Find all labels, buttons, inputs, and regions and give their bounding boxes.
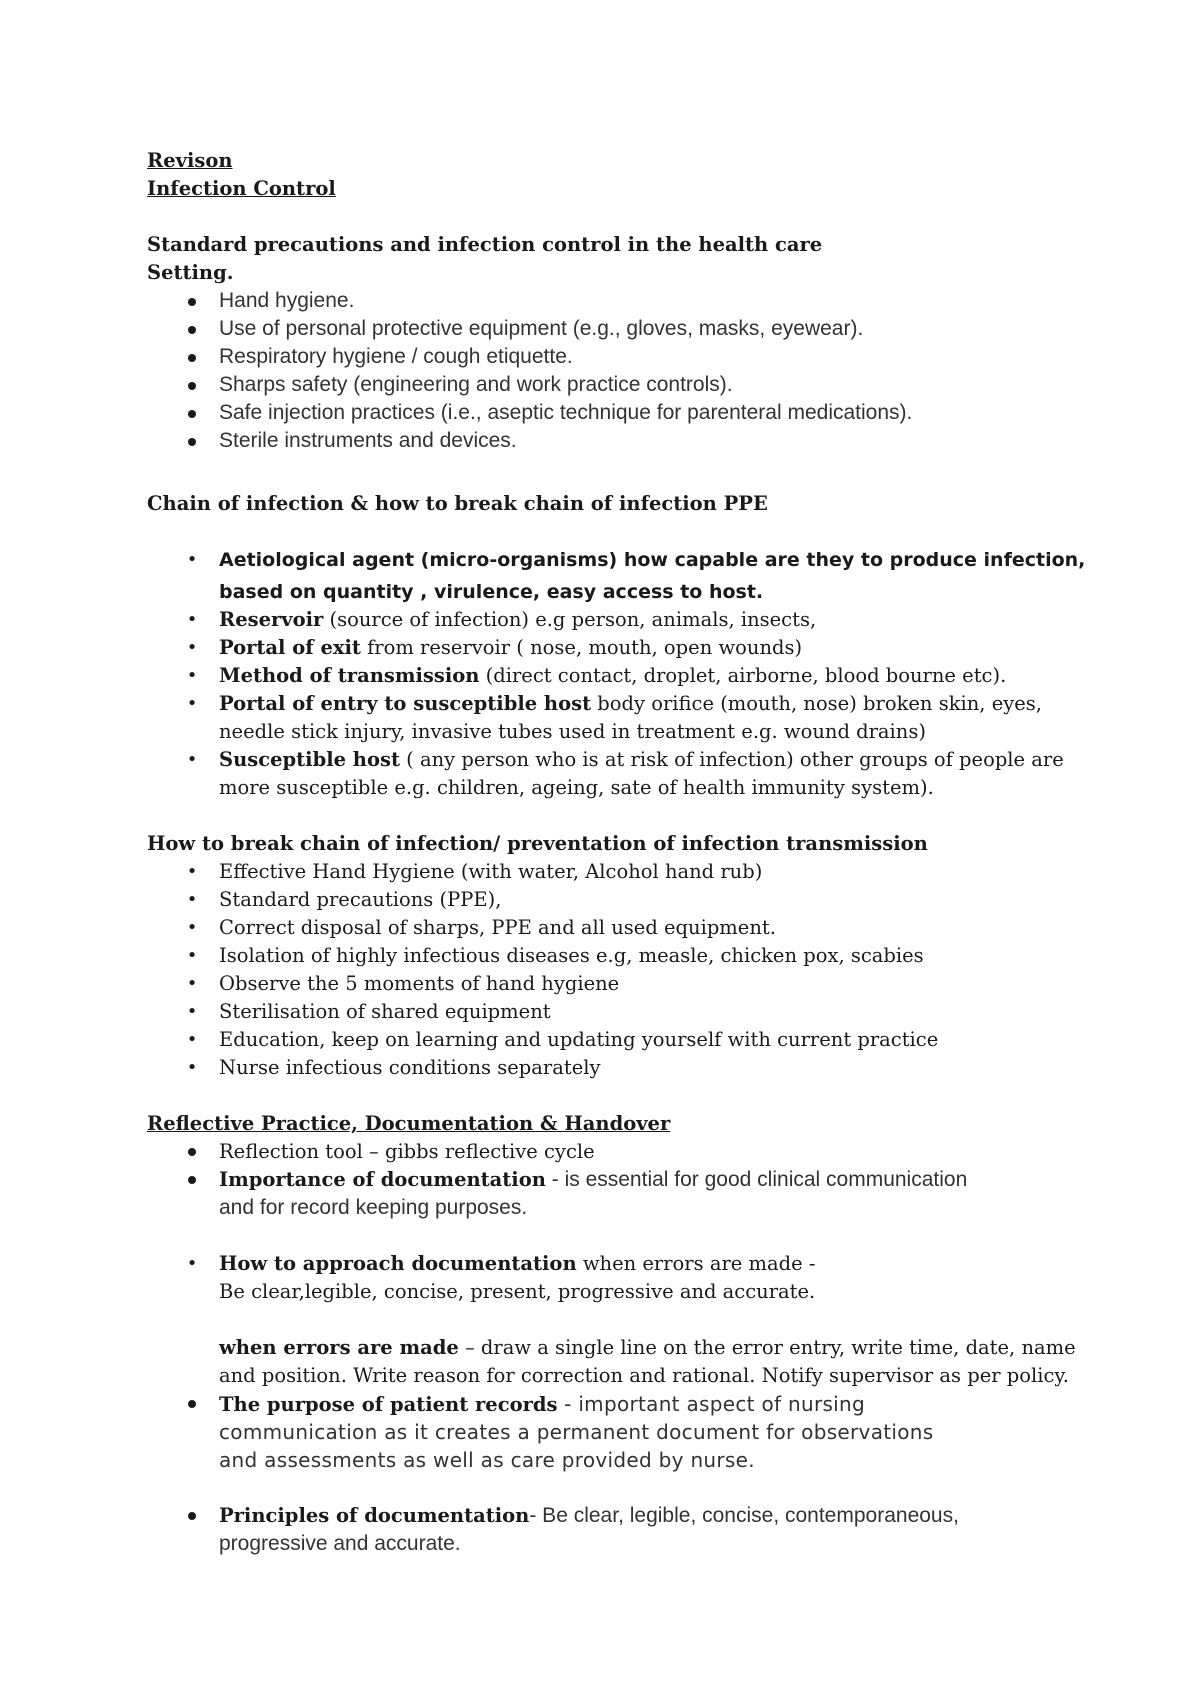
list-item — [219, 546, 1085, 574]
list-item: Reflection tool – gibbs reflective cycle — [219, 1140, 595, 1163]
list-item: Standard precautions (PPE), — [219, 888, 502, 911]
bullet-icon — [188, 1400, 196, 1408]
list-item: Hand hygiene. — [219, 289, 355, 312]
errors-desc: – draw a single line on the error entry, write time, date, name — [458, 1336, 1076, 1359]
bullet-icon — [188, 382, 196, 390]
bullet-icon: • — [186, 693, 198, 714]
bullet-icon — [188, 438, 196, 446]
list-item: Sterilisation of shared equipment — [219, 1000, 551, 1023]
bullet-icon — [188, 1176, 196, 1184]
bullet-icon: • — [186, 973, 198, 994]
chain-term: Reservoir — [219, 608, 324, 631]
chain-desc: (direct contact, droplet, airborne, blood bourne etc). — [479, 664, 1007, 687]
bullet-icon: • — [186, 889, 198, 910]
purpose-desc: - important aspect of nursing — [557, 1392, 866, 1416]
bullet-icon: • — [186, 549, 198, 570]
list-item: Correct disposal of sharps, PPE and all used equipment. — [219, 916, 776, 939]
chain-term: Aetiological agent — [219, 549, 415, 571]
bullet-icon: • — [186, 1001, 198, 1022]
principles-term: Principles of documentation — [219, 1504, 530, 1527]
approach-desc: when errors are made - — [576, 1252, 816, 1275]
list-item — [219, 606, 816, 634]
standard-heading: Standard precautions and infection control in the health care — [147, 233, 823, 256]
break-heading: How to break chain of infection/ preventation of infection transmission — [147, 832, 928, 855]
bullet-icon — [188, 1512, 196, 1520]
doc-title: Revison — [147, 149, 233, 172]
list-item-cont: based on quantity , virulence, easy access to host. — [219, 581, 764, 603]
list-item — [219, 746, 1064, 774]
chain-desc: from reservoir ( nose, mouth, open wounds) — [360, 636, 803, 659]
bullet-icon — [188, 410, 196, 418]
approach-term: How to approach documentation — [219, 1252, 577, 1275]
chain-term: Portal of entry to susceptible host — [219, 692, 592, 715]
list-item-cont: needle stick injury, invasive tubes used in treatment e.g. wound drains) — [219, 720, 926, 743]
bullet-icon: • — [186, 917, 198, 938]
list-item: Isolation of highly infectious diseases e.g, measle, chicken pox, scabies — [219, 944, 924, 967]
bullet-icon: • — [186, 1029, 198, 1050]
list-item: Education, keep on learning and updating yourself with current practice — [219, 1028, 939, 1051]
list-item — [219, 1166, 967, 1194]
bullet-icon: • — [186, 749, 198, 770]
list-item — [219, 1502, 959, 1530]
list-item-cont: and position. Write reason for correction and rational. Notify supervisor as per policy. — [219, 1364, 1070, 1387]
bullet-icon — [188, 326, 196, 334]
chain-term: Method of transmission — [219, 664, 480, 687]
doc-subtitle: Infection Control — [147, 177, 336, 200]
bullet-icon: • — [186, 945, 198, 966]
bullet-icon: • — [186, 637, 198, 658]
chain-desc: (micro-organisms) how capable are they to produce infection, — [414, 549, 1086, 571]
list-item: Safe injection practices (i.e., aseptic technique for parenteral medications). — [219, 401, 913, 424]
bullet-icon — [188, 1148, 196, 1156]
bullet-icon — [188, 354, 196, 362]
standard-heading-cont: Setting. — [147, 261, 234, 284]
list-item-cont: and assessments as well as care provided by nurse. — [219, 1448, 755, 1472]
list-item-cont: communication as it creates a permanent document for observations — [219, 1420, 934, 1444]
list-item — [219, 662, 1006, 690]
list-item: Respiratory hygiene / cough etiquette. — [219, 345, 573, 368]
bullet-icon: • — [186, 1253, 198, 1274]
list-item-cont: Be clear,legible, concise, present, progressive and accurate. — [219, 1280, 816, 1303]
list-item: Sterile instruments and devices. — [219, 429, 517, 452]
principles-desc: - Be clear, legible, concise, contemporaneous, — [529, 1504, 959, 1527]
list-item-cont: progressive and accurate. — [219, 1532, 461, 1555]
chain-desc: body orifice (mouth, nose) broken skin, eyes, — [591, 692, 1043, 715]
bullet-icon: • — [186, 609, 198, 630]
list-item — [219, 1250, 815, 1278]
list-item-cont: more susceptible e.g. children, ageing, sate of health immunity system). — [219, 776, 934, 799]
reflective-heading: Reflective Practice, Documentation & Handover — [147, 1112, 671, 1135]
importance-desc: - is essential for good clinical communication — [545, 1168, 968, 1191]
purpose-term: The purpose of patient records — [219, 1393, 558, 1416]
list-item: Use of personal protective equipment (e.g., gloves, masks, eyewear). — [219, 317, 864, 340]
chain-heading: Chain of infection & how to break chain of infection PPE — [147, 492, 768, 515]
list-item: Sharps safety (engineering and work practice controls). — [219, 373, 733, 396]
errors-term: when errors are made — [219, 1336, 459, 1359]
list-item: Observe the 5 moments of hand hygiene — [219, 972, 620, 995]
list-item: Effective Hand Hygiene (with water, Alcohol hand rub) — [219, 860, 763, 883]
bullet-icon: • — [186, 861, 198, 882]
chain-desc: (source of infection) e.g person, animals, insects, — [323, 608, 817, 631]
list-item-cont — [219, 1334, 1076, 1362]
bullet-icon: • — [186, 665, 198, 686]
list-item — [219, 634, 802, 662]
list-item: Nurse infectious conditions separately — [219, 1056, 601, 1079]
chain-term: Susceptible host — [219, 748, 400, 771]
list-item-cont: and for record keeping purposes. — [219, 1196, 528, 1219]
list-item — [219, 1390, 865, 1419]
importance-term: Importance of documentation — [219, 1168, 546, 1191]
chain-term: Portal of exit — [219, 636, 361, 659]
chain-desc: ( any person who is at risk of infection) other groups of people are — [399, 748, 1064, 771]
list-item — [219, 690, 1042, 718]
bullet-icon — [188, 298, 196, 306]
bullet-icon: • — [186, 1057, 198, 1078]
